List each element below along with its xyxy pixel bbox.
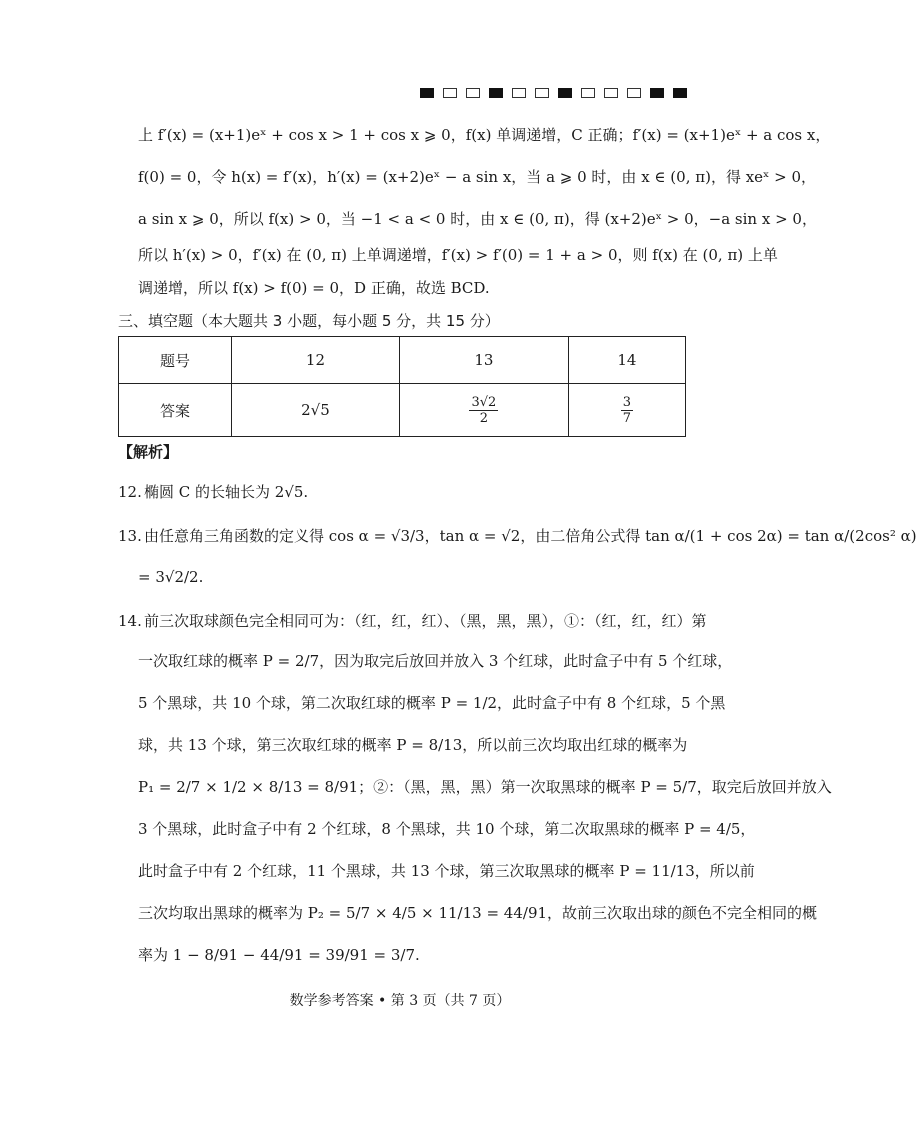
q14-line-8: 三次均取出黑球的概率为 P₂ = 5/7 × 4/5 × 11/13 = 44/91，故前三次取出球的颜色不完全相同的概 — [138, 904, 818, 922]
q14-line-3: 5 个黑球，共 10 个球，第二次取红球的概率 P = 1/2，此时盒子中有 8 个红球，5 个黑 — [138, 694, 726, 712]
table-col-num: 14 — [568, 337, 685, 384]
q14-line-6: 3 个黑球，此时盒子中有 2 个红球，8 个黑球，共 10 个球，第二次取黑球的概率 P = 4/5， — [138, 820, 756, 838]
analysis-label: 【解析】 — [118, 443, 179, 461]
hollow-square-icon — [581, 88, 595, 98]
hollow-square-icon — [535, 88, 549, 98]
q14-line-1 — [118, 610, 707, 632]
q14-line-7: 此时盒子中有 2 个红球，11 个黑球，共 13 个球，第三次取黑球的概率 P = 11/13，所以前 — [138, 862, 755, 880]
q12-number: 12. — [118, 483, 142, 501]
hollow-square-icon — [443, 88, 457, 98]
table-row — [119, 384, 686, 437]
q12-text: 椭圆 C 的长轴长为 2√5. — [144, 483, 309, 501]
hollow-square-icon — [512, 88, 526, 98]
answer-12: 2√5 — [232, 384, 400, 437]
hollow-square-icon — [466, 88, 480, 98]
prev-line-2: f(0) = 0，令 h(x) = f′(x)，h′(x) = (x+2)eˣ − a sin x，当 a ⩾ 0 时，由 x ∈ (0, π)，得 xeˣ > 0， — [138, 168, 817, 186]
filled-square-icon — [420, 88, 434, 98]
q14-line-5: P₁ = 2/7 × 1/2 × 8/13 = 8/91；②：（黑，黑，黑）第一次取黑球的概率 P = 5/7，取完后放回并放入 — [138, 778, 832, 796]
q14-number: 14. — [118, 612, 142, 630]
prev-line-4: 所以 h′(x) > 0，f′(x) 在 (0, π) 上单调递增，f′(x) > f′(0) = 1 + a > 0，则 f(x) 在 (0, π) 上单 — [138, 246, 778, 264]
q13-text-1: 由任意角三角函数的定义得 cos α = √3/3，tan α = √2，由二倍角公式得 tan α/(1 + cos 2α) = tan α/(2cos² α) — [144, 527, 917, 545]
answer-14-num: 3 — [622, 394, 632, 410]
answer-14 — [568, 384, 685, 437]
table-header-label: 题号 — [119, 337, 232, 384]
prev-line-3: a sin x ⩾ 0，所以 f(x) > 0，当 −1 < a < 0 时，由 x ∈ (0, π)，得 (x+2)eˣ > 0，−a sin x > 0， — [138, 210, 817, 228]
answer-14-den: 7 — [622, 410, 632, 426]
q13-number: 13. — [118, 527, 142, 545]
section-title: 三、填空题（本大题共 3 小题，每小题 5 分，共 15 分） — [118, 312, 500, 330]
prev-line-1: 上 f′(x) = (x+1)eˣ + cos x > 1 + cos x ⩾ 0，f(x) 单调递增，C 正确；f′(x) = (x+1)eˣ + a cos x， — [138, 126, 831, 144]
filled-square-icon — [650, 88, 664, 98]
answer-13 — [399, 384, 568, 437]
filled-square-icon — [673, 88, 687, 98]
table-col-num: 13 — [399, 337, 568, 384]
q13-line-1 — [118, 525, 917, 547]
header-squares — [420, 88, 687, 98]
page-footer: 数学参考答案 • 第 3 页（共 7 页） — [289, 993, 511, 1009]
filled-square-icon — [558, 88, 572, 98]
answer-table — [118, 336, 686, 437]
table-row — [119, 337, 686, 384]
hollow-square-icon — [627, 88, 641, 98]
q14-line-2: 一次取红球的概率 P = 2/7，因为取完后放回并放入 3 个红球，此时盒子中有 5 个红球， — [138, 652, 733, 670]
q14-line-4: 球，共 13 个球，第三次取红球的概率 P = 8/13，所以前三次均取出红球的概率为 — [138, 736, 688, 754]
table-answer-label: 答案 — [119, 384, 232, 437]
answer-13-den: 2 — [479, 410, 488, 426]
q14-line-9: 率为 1 − 8/91 − 44/91 = 39/91 = 3/7. — [138, 946, 420, 964]
answer-13-num: 3√2 — [471, 394, 497, 410]
q12 — [118, 481, 678, 503]
q14-text-1: 前三次取球颜色完全相同可为：（红，红，红）、（黑，黑，黑），①：（红，红，红）第 — [144, 612, 707, 630]
filled-square-icon — [489, 88, 503, 98]
table-col-num: 12 — [232, 337, 400, 384]
hollow-square-icon — [604, 88, 618, 98]
prev-line-5: 调递增，所以 f(x) > f(0) = 0，D 正确，故选 BCD. — [138, 279, 490, 297]
q13-line-2: = 3√2/2. — [138, 568, 204, 586]
